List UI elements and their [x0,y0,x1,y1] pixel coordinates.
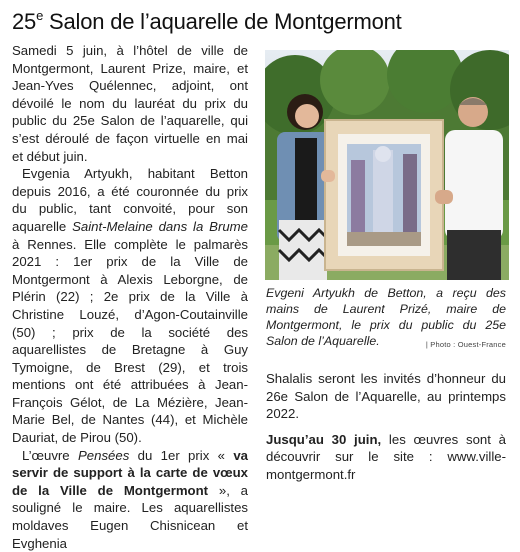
article-body-left [12,42,248,552]
paragraph-dates: Jusqu’au 30 juin, les œuvres sont à découvrir sur le site : www.ville-montgermont.fr [266,431,506,482]
paragraph-guests: Shalalis seront les invités d’honneur du 26e Salon de l’Aquarelle, au printemps 2022. [266,371,506,422]
article-photo [265,50,509,280]
paragraph-intro: Samedi 5 juin, à l’hôtel de ville de Montgermont, Laurent Prize, maire, et Jean-Yves Quélennec, adjoint, ont dévoilé le nom du lauréat du prix du public du 25e Salon de l’aquarelle, qui s’est déroulé de façon virtuelle en mai et début juin. [12,43,248,164]
photo-credit: | Photo : Ouest-France [425,340,506,349]
paragraph-card: L’œuvre Pensées du 1er prix « va servir de support à la carte de vœux de la Ville de Montgermont », a souligné le maire. Les aquarellistes moldaves Eugen Chisnicean et Evghenia [12,447,248,551]
article-body-right [266,370,506,492]
paragraph-winners: Evgenia Artyukh, habitant Betton depuis 2016, a été couronnée du prix du public, tant convoité, pour son aquarelle Saint-Melaine dans la Brume à Rennes. Elle complète le palmarès 2021 : 1er prix de la Ville de Montgermont à Alexis Leborgne, de Plérin (22) ; 2e prix de la Ville à Christine Louzé, d’Agon-Coutainville (50) ; prix de la société des aquarellistes de Bretagne à Guy Tymoigne, de Brest (29), et trois mentions ont été attribuées à Jean-François Gélot, de La Mézière, Jean-Marie Bel, de Nantes (44), et Michèle Dauriat, de Pirou (50). [12,166,248,446]
article-headline: 25e Salon de l’aquarelle de Montgermont [12,8,402,34]
photo-caption: Evgeni Artyukh de Betton, a reçu des mains de Laurent Prizé, maire de Montgermont, le prix du public du 25e Salon de l’Aquarelle. [266,286,506,348]
